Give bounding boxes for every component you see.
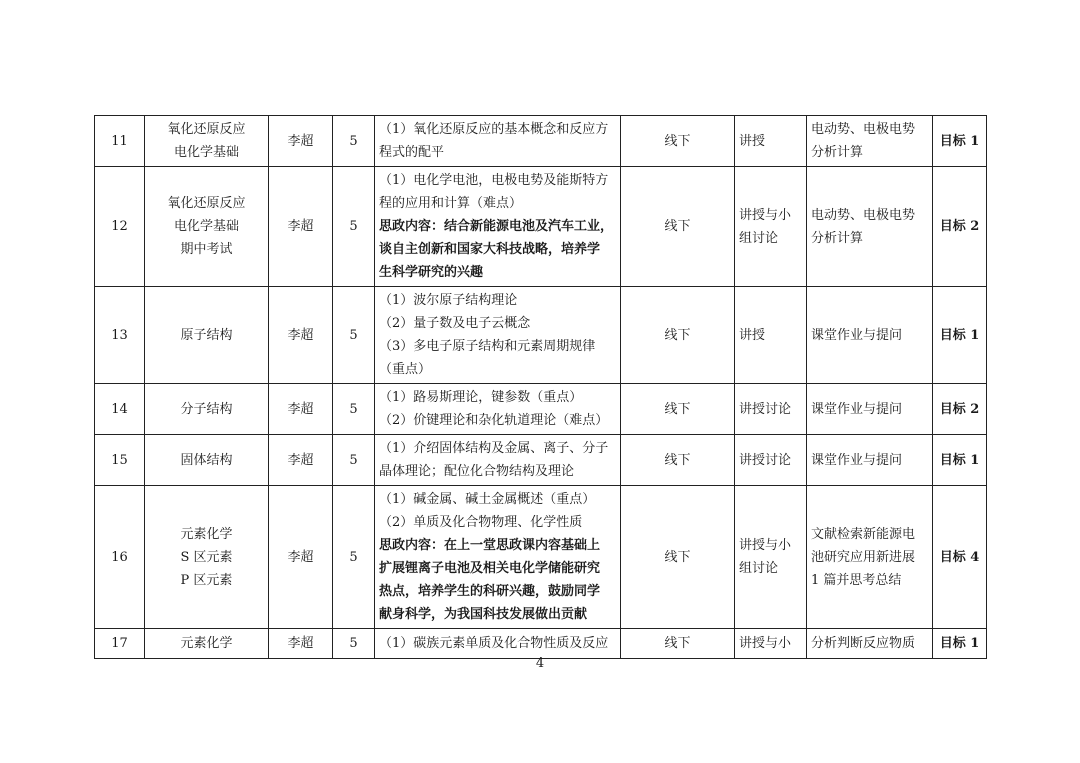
assessment-cell (807, 116, 933, 167)
cell-text-line: （1）介绍固体结构及金属、离子、分子 (379, 441, 609, 456)
cell-text-line: 李超 (287, 219, 314, 234)
cell-text-line: 氧化还原反应 (167, 196, 246, 211)
cell-text-line: （1）碱金属、碱土金属概述（重点） (379, 492, 596, 507)
topic-cell (145, 167, 269, 287)
cell-text-line: 5 (349, 452, 358, 468)
teacher-cell (269, 287, 333, 384)
goal-cell (933, 629, 987, 659)
lesson-number-cell (95, 167, 145, 287)
cell-text-line: 5 (349, 401, 358, 417)
mode-cell (621, 287, 735, 384)
cell-text-line: 元素化学 (180, 526, 233, 542)
mode-cell (621, 384, 735, 435)
lesson-number-cell (95, 116, 145, 167)
content-cell (375, 287, 621, 384)
assessment-cell (807, 486, 933, 629)
cell-text-line: 讲授 (739, 327, 766, 343)
cell-text-line: 组讨论 (739, 230, 779, 246)
topic-cell (145, 287, 269, 384)
method-cell (735, 629, 807, 659)
topic-cell (145, 629, 269, 659)
cell-text-line: 晶体理论；配位化合物结构及理论 (379, 464, 575, 479)
table-row (95, 486, 987, 629)
cell-text-line: 电动势、电极电势 (811, 122, 916, 137)
goal-cell (933, 384, 987, 435)
cell-text-line: 5 (349, 549, 358, 565)
mode-cell (621, 116, 735, 167)
cell-text-line: 原子结构 (180, 327, 233, 343)
lesson-number-cell (95, 435, 145, 486)
hours-cell (333, 287, 375, 384)
cell-text-line: 线下 (664, 636, 691, 651)
cell-text-line: （1）氧化还原反应的基本概念和反应方 (379, 122, 609, 137)
cell-text-line: 氧化还原反应 (167, 122, 246, 137)
topic-cell (145, 486, 269, 629)
cell-text-line: （1）碳族元素单质及化合物性质及反应 (379, 636, 609, 651)
cell-text-line: 分析计算 (811, 145, 864, 160)
cell-text-line: （2）价键理论和杂化轨道理论（难点） (379, 413, 609, 428)
cell-text-line: 5 (349, 636, 358, 651)
cell-text-line: 电动势、电极电势 (811, 207, 916, 223)
cell-text-line: 李超 (287, 636, 314, 651)
cell-text-line: 组讨论 (739, 561, 779, 576)
teacher-cell (269, 486, 333, 629)
cell-text-line: 线下 (664, 219, 691, 234)
table-row (95, 629, 987, 659)
mode-cell (621, 167, 735, 287)
mode-cell (621, 629, 735, 659)
hours-cell (333, 486, 375, 629)
cell-text-line: 线下 (664, 133, 691, 149)
method-cell (735, 435, 807, 486)
cell-text-line: （2）单质及化合物物理、化学性质 (379, 515, 583, 530)
cell-text-line: 讲授与小 (739, 538, 792, 553)
cell-text-line: 谈自主创新和国家大科技战略，培养学 (379, 242, 601, 257)
teacher-cell (269, 435, 333, 486)
cell-text-line: 5 (349, 327, 358, 343)
cell-text-line: 目标 4 (939, 549, 980, 565)
assessment-cell (807, 287, 933, 384)
cell-text-line: 目标 1 (939, 327, 980, 343)
cell-text-line: 思政内容：在上一堂思政课内容基础上 (379, 538, 601, 553)
hours-cell (333, 629, 375, 659)
method-cell (735, 287, 807, 384)
goal-cell (933, 435, 987, 486)
cell-text-line: 生科学研究的兴趣 (379, 265, 484, 280)
content-cell (375, 384, 621, 435)
method-cell (735, 486, 807, 629)
topic-cell (145, 384, 269, 435)
content-cell (375, 167, 621, 287)
topic-cell (145, 116, 269, 167)
cell-text-line: （1）电化学电池，电极电势及能斯特方 (379, 173, 609, 188)
cell-text-line: 程的应用和计算（难点） (379, 196, 523, 211)
content-cell (375, 116, 621, 167)
table-row (95, 435, 987, 486)
hours-cell (333, 384, 375, 435)
teacher-cell (269, 167, 333, 287)
cell-text-line: 李超 (287, 327, 314, 343)
cell-text-line: 线下 (664, 327, 691, 343)
cell-text-line: 5 (349, 133, 358, 149)
cell-text-line: （3）多电子原子结构和元素周期规律 (379, 339, 596, 354)
topic-cell (145, 435, 269, 486)
lesson-number-cell (95, 384, 145, 435)
cell-text-line: 17 (111, 636, 128, 651)
cell-text-line: 13 (111, 327, 128, 343)
lesson-number-cell (95, 486, 145, 629)
cell-text-line: 讲授 (739, 133, 766, 149)
cell-text-line: 15 (111, 452, 128, 468)
assessment-cell (807, 629, 933, 659)
cell-text-line: 分子结构 (180, 401, 233, 417)
cell-text-line: 李超 (287, 452, 314, 468)
cell-text-line: 电化学基础 (173, 219, 239, 234)
cell-text-line: 讲授与小 (739, 207, 792, 223)
cell-text-line: 讲授与小 (739, 636, 792, 651)
cell-text-line: （1）路易斯理论，键参数（重点） (379, 390, 583, 405)
cell-text-line: 5 (349, 219, 358, 234)
goal-cell (933, 167, 987, 287)
cell-text-line: 期中考试 (180, 242, 233, 257)
syllabus-table (94, 115, 987, 659)
lesson-number-cell (95, 287, 145, 384)
hours-cell (333, 116, 375, 167)
cell-text-line: 分析判断反应物质 (811, 636, 916, 651)
page-number: 4 (535, 656, 545, 671)
cell-text-line: 献身科学，为我国科技发展做出贡献 (379, 607, 588, 622)
content-cell (375, 435, 621, 486)
cell-text-line: 电化学基础 (173, 145, 239, 160)
teacher-cell (269, 629, 333, 659)
goal-cell (933, 486, 987, 629)
assessment-cell (807, 435, 933, 486)
syllabus-body (95, 116, 987, 659)
teacher-cell (269, 384, 333, 435)
cell-text-line: 16 (111, 549, 128, 565)
cell-text-line: 11 (111, 133, 128, 149)
hours-cell (333, 167, 375, 287)
table-row (95, 167, 987, 287)
cell-text-line: 分析计算 (811, 230, 864, 246)
cell-text-line: 程式的配平 (379, 145, 445, 160)
cell-text-line: 李超 (287, 549, 314, 565)
cell-text-line: 池研究应用新进展 (811, 549, 916, 565)
assessment-cell (807, 384, 933, 435)
cell-text-line: 元素化学 (180, 636, 233, 651)
table-row (95, 287, 987, 384)
hours-cell (333, 435, 375, 486)
cell-text-line: 12 (111, 219, 128, 234)
method-cell (735, 167, 807, 287)
cell-text-line: 扩展锂离子电池及相关电化学储能研究 (379, 561, 601, 576)
cell-text-line: 目标 2 (939, 401, 980, 417)
method-cell (735, 384, 807, 435)
cell-text-line: 线下 (664, 549, 691, 565)
cell-text-line: 固体结构 (180, 452, 233, 468)
cell-text-line: 目标 1 (939, 636, 980, 651)
mode-cell (621, 486, 735, 629)
goal-cell (933, 116, 987, 167)
lesson-number-cell (95, 629, 145, 659)
cell-text-line: 讲授讨论 (739, 401, 792, 417)
cell-text-line: 14 (111, 401, 128, 417)
cell-text-line: 热点，培养学生的科研兴趣，鼓励同学 (379, 584, 601, 599)
mode-cell (621, 435, 735, 486)
cell-text-line: P 区元素 (180, 572, 233, 588)
cell-text-line: 课堂作业与提问 (811, 401, 903, 417)
cell-text-line: 思政内容：结合新能源电池及汽车工业， (379, 219, 614, 234)
cell-text-line: 李超 (287, 401, 314, 417)
cell-text-line: （1）波尔原子结构理论 (379, 293, 518, 308)
cell-text-line: S 区元素 (180, 549, 233, 565)
cell-text-line: 课堂作业与提问 (811, 327, 903, 343)
method-cell (735, 116, 807, 167)
cell-text-line: 目标 1 (939, 452, 980, 468)
cell-text-line: （重点） (379, 362, 432, 377)
teacher-cell (269, 116, 333, 167)
cell-text-line: 文献检索新能源电 (811, 526, 916, 542)
content-cell (375, 629, 621, 659)
cell-text-line: 1 篇并思考总结 (811, 572, 902, 588)
cell-text-line: 课堂作业与提问 (811, 452, 903, 468)
cell-text-line: 目标 2 (939, 219, 980, 234)
cell-text-line: 李超 (287, 133, 314, 149)
cell-text-line: 线下 (664, 401, 691, 417)
table-row (95, 116, 987, 167)
goal-cell (933, 287, 987, 384)
cell-text-line: （2）量子数及电子云概念 (379, 316, 531, 331)
cell-text-line: 讲授讨论 (739, 452, 792, 468)
assessment-cell (807, 167, 933, 287)
cell-text-line: 线下 (664, 452, 691, 468)
table-row (95, 384, 987, 435)
content-cell (375, 486, 621, 629)
cell-text-line: 目标 1 (939, 133, 980, 149)
